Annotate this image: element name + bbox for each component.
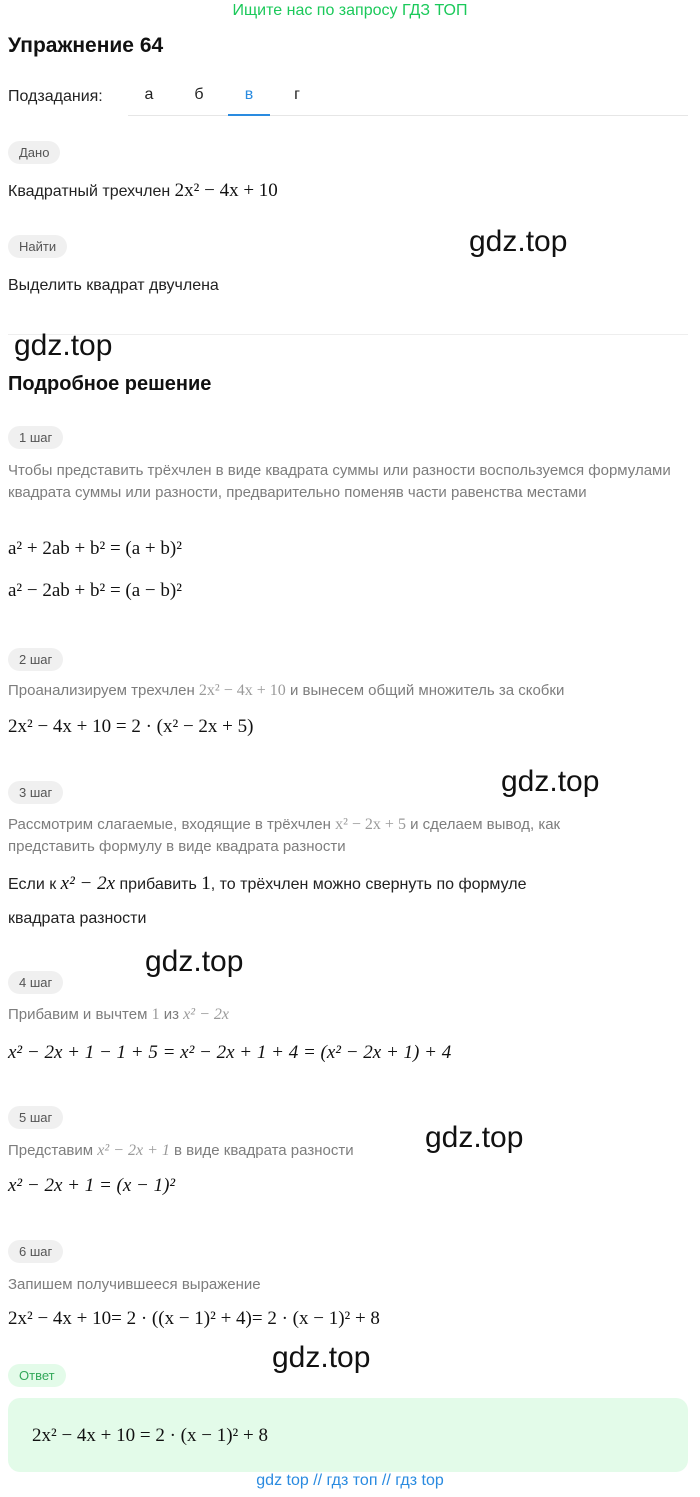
page-title: Упражнение 64 <box>8 34 164 57</box>
step-4-formula: x² − 2x + 1 − 1 + 5 = x² − 2x + 1 + 4 = (x² − 2x + 1) + 4 <box>8 1042 452 1063</box>
step-3-note-line2: квадрата разности <box>8 910 147 927</box>
search-banner: Ищите нас по запросу ГДЗ ТОП <box>232 2 468 19</box>
watermark: gdz.top <box>501 765 600 798</box>
step-2-formula: 2x² − 4x + 10 = 2 · (x² − 2x + 5) <box>8 716 254 737</box>
watermark: gdz.top <box>145 945 244 978</box>
step-3-note-expr1: x² − 2x <box>60 873 116 894</box>
given-chip: Дано <box>8 141 60 164</box>
watermark: gdz.top <box>469 225 568 258</box>
step-5-text-before: Представим <box>8 1142 94 1159</box>
step-3-note-after: , то трёхчлен можно свернуть по формуле <box>210 876 527 893</box>
step-3-text-after: и сделаем вывод, как <box>410 816 561 833</box>
step-2-text-after: и вынесем общий множитель за скобки <box>289 682 565 699</box>
step-2-chip: 2 шаг <box>8 648 63 671</box>
step-3-text-before: Рассмотрим слагаемые, входящие в трёхчлен <box>8 816 331 833</box>
step-5-text <box>8 1140 354 1162</box>
step-4-text-mid: из <box>163 1006 179 1023</box>
step-1-chip: 1 шаг <box>8 426 63 449</box>
given-expr: 2x² − 4x + 10 <box>174 180 278 201</box>
answer-formula: 2x² − 4x + 10 = 2 · (x − 1)² + 8 <box>32 1425 268 1446</box>
step-3-text-line2: представить формулу в виде квадрата разности <box>8 838 346 855</box>
step-4-text-before: Прибавим и вычтем <box>8 1006 148 1023</box>
step-1-formula-2: a² − 2ab + b² = (a − b)² <box>8 580 182 601</box>
step-5-chip: 5 шаг <box>8 1106 63 1129</box>
step-3-note-before: Если к <box>8 876 57 893</box>
given-text: Квадратный трехчлен <box>8 183 171 200</box>
step-5-text-after: в виде квадрата разности <box>174 1142 354 1159</box>
step-3-note <box>8 873 698 895</box>
step-4-text-expr2: x² − 2x <box>183 1006 229 1023</box>
watermark: gdz.top <box>272 1341 371 1374</box>
watermark: gdz.top <box>14 329 113 362</box>
find-text: Выделить квадрат двучлена <box>8 277 219 294</box>
step-6-text: Запишем получившееся выражение <box>8 1276 261 1293</box>
step-3-text <box>8 814 698 836</box>
subtasks-label: Подзадания: <box>8 88 103 105</box>
step-1-formula-1: a² + 2ab + b² = (a + b)² <box>8 538 182 559</box>
step-5-formula: x² − 2x + 1 = (x − 1)² <box>8 1175 176 1196</box>
tab-g[interactable]: г <box>294 86 300 103</box>
tab-b[interactable]: б <box>194 86 204 103</box>
watermark: gdz.top <box>425 1121 524 1154</box>
given-line <box>8 180 278 202</box>
footer-links[interactable]: gdz top // гдз топ // гдз top <box>256 1472 444 1489</box>
subtasks-tabs <box>128 80 688 116</box>
find-chip: Найти <box>8 235 67 258</box>
tab-a[interactable]: а <box>144 86 154 103</box>
step-2-text-before: Проанализируем трехчлен <box>8 682 195 699</box>
step-1-text: Чтобы представить трёхчлен в виде квадрата суммы или разности воспользуемся формулами квадрата суммы или разности, предварительно поменяв части равенства местами <box>8 462 671 501</box>
step-3-note-mid: прибавить <box>119 876 197 893</box>
step-5-text-expr: x² − 2x + 1 <box>97 1142 170 1159</box>
step-6-formula: 2x² − 4x + 10= 2 · ((x − 1)² + 4)= 2 · (x − 1)² + 8 <box>8 1308 380 1329</box>
step-3-text-expr: x² − 2x + 5 <box>335 816 406 833</box>
answer-box <box>8 1398 688 1472</box>
answer-chip: Ответ <box>8 1364 66 1387</box>
step-6-chip: 6 шаг <box>8 1240 63 1263</box>
step-4-text-expr1: 1 <box>151 1006 160 1023</box>
step-2-text <box>8 680 698 702</box>
solution-title: Подробное решение <box>8 373 212 395</box>
step-4-chip: 4 шаг <box>8 971 63 994</box>
step-3-note-expr2: 1 <box>201 873 211 894</box>
step-4-text <box>8 1004 229 1026</box>
step-3-chip: 3 шаг <box>8 781 63 804</box>
tab-v[interactable]: в <box>228 86 270 116</box>
step-2-text-expr: 2x² − 4x + 10 <box>198 682 286 699</box>
